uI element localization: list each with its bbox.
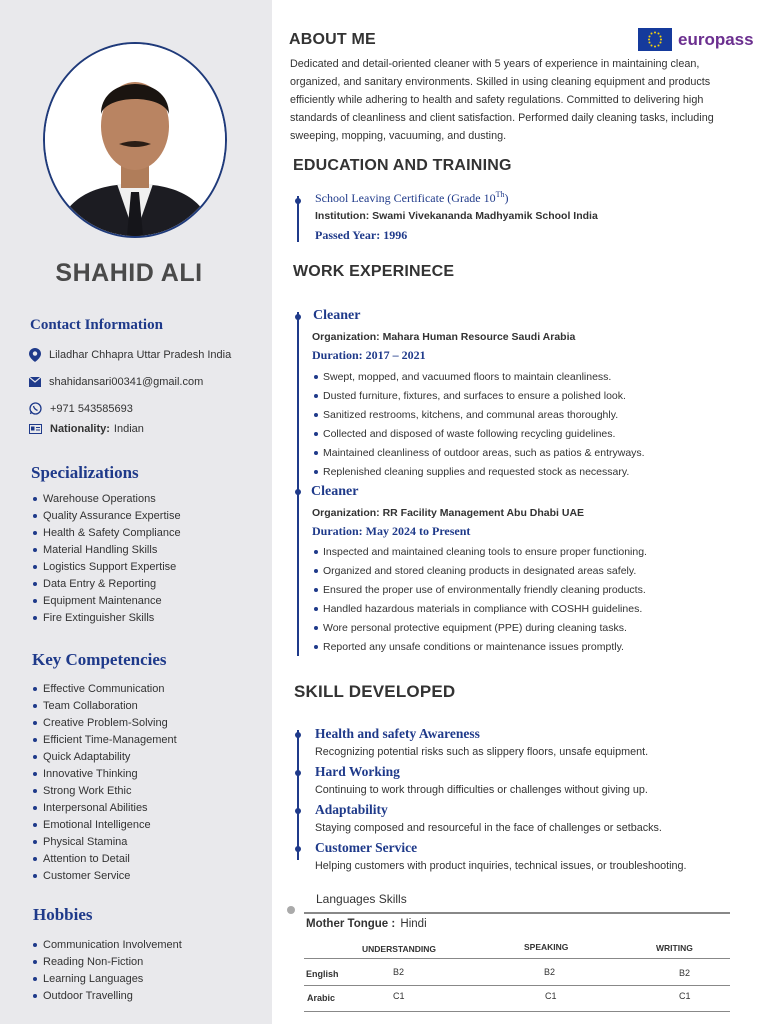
skill-title: Adaptability	[315, 802, 388, 817]
education-heading: EDUCATION AND TRAINING	[293, 157, 512, 174]
address-row	[29, 348, 231, 362]
list-item: Customer Service	[33, 868, 177, 885]
timeline-dot	[295, 732, 301, 738]
id-card-icon	[29, 424, 42, 434]
skill-title: Hard Working	[315, 764, 400, 779]
column-header: UNDERSTANDING	[362, 944, 436, 954]
language-level: C1	[545, 991, 557, 1001]
skills-heading: SKILL DEVELOPED	[294, 682, 456, 701]
list-item: Health & Safety Compliance	[33, 525, 181, 542]
job-duration: Duration: May 2024 to Present	[312, 524, 471, 538]
eu-flag-icon	[638, 28, 672, 51]
list-item: Logistics Support Expertise	[33, 559, 181, 576]
list-item: Quick Adaptability	[33, 749, 177, 766]
job-duties-list	[314, 543, 647, 657]
divider	[304, 985, 730, 986]
timeline-dot	[295, 489, 301, 495]
profile-photo	[43, 42, 227, 238]
language-level: C1	[679, 991, 691, 1001]
about-heading: ABOUT ME	[289, 31, 376, 48]
address-text: Liladhar Chhapra Uttar Pradesh India	[49, 349, 232, 361]
list-item: Data Entry & Reporting	[33, 576, 181, 593]
contact-heading: Contact Information	[30, 317, 163, 333]
email-row[interactable]	[29, 376, 203, 388]
job-title: Cleaner	[313, 308, 361, 323]
timeline-dot	[295, 846, 301, 852]
list-item: Emotional Intelligence	[33, 817, 177, 834]
candidate-name: SHAHID ALI	[55, 259, 203, 287]
list-item: Outdoor Travelling	[33, 988, 182, 1005]
language-level: C1	[393, 991, 405, 1001]
list-item: Maintained cleanliness of outdoor areas, such as patios & entryways.	[314, 444, 645, 463]
skill-title: Customer Service	[315, 840, 418, 855]
language-level: B2	[679, 968, 691, 978]
list-item: Reading Non-Fiction	[33, 954, 182, 971]
competencies-heading: Key Competencies	[32, 650, 167, 669]
divider	[304, 1011, 730, 1012]
list-item: Attention to Detail	[33, 851, 177, 868]
list-item: Learning Languages	[33, 971, 182, 988]
list-item: Ensured the proper use of environmentally friendly cleaning products.	[314, 581, 647, 600]
divider	[304, 958, 730, 959]
list-item: Innovative Thinking	[33, 766, 177, 783]
skills-timeline	[297, 730, 299, 860]
specializations-heading: Specializations	[31, 463, 139, 482]
job-organization: Organization: RR Facility Management Abu Dhabi UAE	[312, 507, 585, 519]
list-item: Fire Extinguisher Skills	[33, 610, 181, 627]
languages-bullet-icon	[287, 906, 295, 914]
list-item: Strong Work Ethic	[33, 783, 177, 800]
education-year: Passed Year: 1996	[315, 228, 408, 242]
list-item: Material Handling Skills	[33, 542, 181, 559]
phone-text[interactable]: +971 543585693	[50, 402, 133, 415]
skill-title: Health and safety Awareness	[315, 726, 480, 741]
europass-logo	[638, 28, 754, 51]
mother-tongue: Mother Tongue : Hindi	[306, 918, 427, 930]
timeline-dot	[295, 198, 301, 204]
job-duties-list	[314, 368, 645, 482]
list-item: Dusted furniture, fixtures, and surfaces to ensure a polished look.	[314, 387, 645, 406]
envelope-icon	[29, 377, 41, 387]
skill-description: Recognizing potential risks such as slippery floors, unsafe equipment.	[315, 746, 649, 758]
list-item: Wore personal protective equipment (PPE) during cleaning tasks.	[314, 619, 647, 638]
list-item: Quality Assurance Expertise	[33, 508, 181, 525]
list-item: Handled hazardous materials in compliance with COSHH guidelines.	[314, 600, 647, 619]
column-header: WRITING	[656, 943, 693, 953]
languages-heading: Languages Skills	[316, 892, 407, 906]
list-item: Physical Stamina	[33, 834, 177, 851]
list-item: Interpersonal Abilities	[33, 800, 177, 817]
list-item: Warehouse Operations	[33, 491, 181, 508]
list-item: Creative Problem-Solving	[33, 715, 177, 732]
job-organization: Organization: Mahara Human Resource Saudi Arabia	[312, 331, 576, 343]
list-item: Sanitized restrooms, kitchens, and communal areas thoroughly.	[314, 406, 645, 425]
location-pin-icon	[29, 348, 41, 362]
phone-row[interactable]	[29, 402, 133, 415]
list-item: Collected and disposed of waste following recycling guidelines.	[314, 425, 645, 444]
list-item: Replenished cleaning supplies and requested stock as necessary.	[314, 463, 645, 482]
language-name: English	[306, 969, 339, 979]
timeline-dot	[295, 770, 301, 776]
list-item: Inspected and maintained cleaning tools to ensure proper functioning.	[314, 543, 647, 562]
job-duration: Duration: 2017 – 2021	[312, 348, 426, 362]
list-item: Reported any unsafe conditions or maintenance issues promptly.	[314, 638, 647, 657]
list-item: Swept, mopped, and vacuumed floors to maintain cleanliness.	[314, 368, 645, 387]
job-title: Cleaner	[311, 484, 359, 499]
list-item: Team Collaboration	[33, 698, 177, 715]
about-text: Dedicated and detail-oriented cleaner with 5 years of experience in maintaining clean, organized, and sanitary environments. Skilled in using cleaning equipment and products efficiently while adhering to health and safety regulations. Committed to delivering high standards of cleanliness and client satisfaction. Performed daily cleaning tasks, including sweeping, mopping, vacuuming, and dusting.	[290, 58, 714, 142]
divider	[304, 912, 730, 914]
competencies-list	[33, 681, 177, 885]
list-item: Organized and stored cleaning products in designated areas safely.	[314, 562, 647, 581]
nationality-value: Indian	[113, 423, 144, 435]
nationality-label: Nationality:	[50, 423, 110, 435]
whatsapp-icon	[29, 402, 42, 415]
work-timeline	[297, 312, 299, 656]
language-level: B2	[544, 967, 556, 977]
skill-description: Continuing to work through difficulties or challenges without giving up.	[315, 784, 648, 796]
skill-description: Helping customers with product inquiries, technical issues, or troubleshooting.	[315, 860, 687, 872]
education-institution: Institution: Swami Vivekananda Madhyamik School India	[315, 210, 598, 222]
europass-wordmark: europass	[678, 29, 754, 49]
education-title: School Leaving Certificate (Grade 10Th)	[315, 190, 509, 205]
hobbies-list	[33, 937, 182, 1005]
list-item: Communication Involvement	[33, 937, 182, 954]
timeline-dot	[295, 808, 301, 814]
language-name: Arabic	[307, 993, 336, 1003]
hobbies-heading: Hobbies	[33, 905, 93, 924]
specializations-list	[33, 491, 181, 627]
column-header: SPEAKING	[524, 942, 569, 952]
skill-description: Staying composed and resourceful in the face of challenges or setbacks.	[315, 822, 662, 834]
timeline-dot	[295, 314, 301, 320]
list-item: Effective Communication	[33, 681, 177, 698]
nationality-row	[29, 423, 144, 435]
email-text[interactable]: shahidansari00341@gmail.com	[49, 376, 204, 388]
work-heading: WORK EXPERINECE	[293, 263, 455, 280]
list-item: Efficient Time-Management	[33, 732, 177, 749]
list-item: Equipment Maintenance	[33, 593, 181, 610]
language-level: B2	[393, 967, 405, 977]
